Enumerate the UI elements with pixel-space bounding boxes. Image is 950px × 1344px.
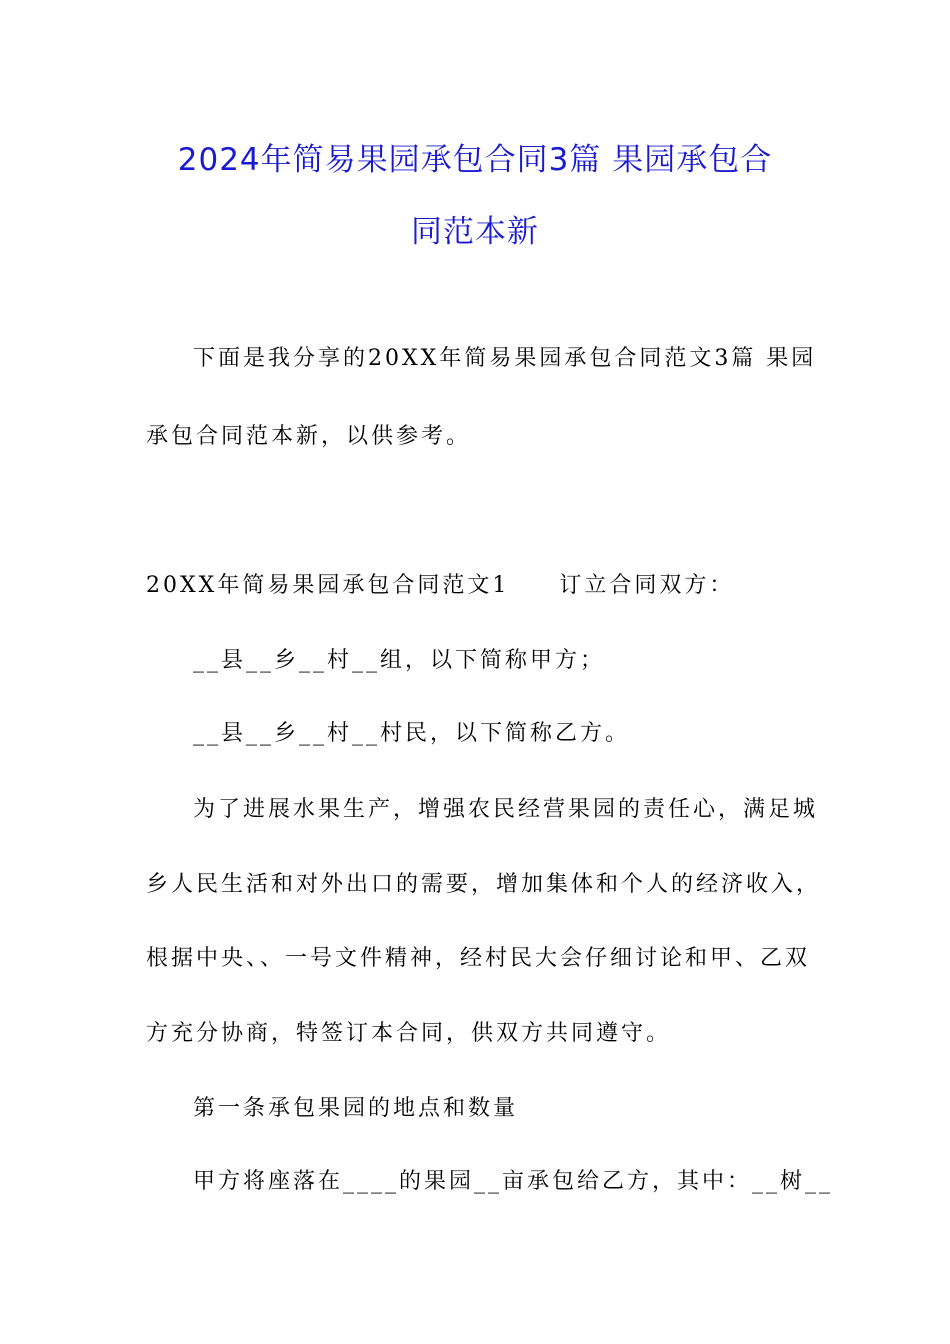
purpose-paragraph-line-1: 为了进展水果生产，增强农民经营果园的责任心，满足城 xyxy=(193,797,819,822)
purpose-paragraph-line-3: 根据中央、、一号文件精神，经村民大会仔细讨论和甲、乙双 xyxy=(146,946,811,971)
article-one-heading: 第一条承包果园的地点和数量 xyxy=(193,1096,519,1121)
intro-paragraph-line-1: 下面是我分享的20XX年简易果园承包合同范文3篇 果园 xyxy=(193,346,817,371)
contract-heading: 20XX年简易果园承包合同范文1 订立合同双方： xyxy=(146,573,735,598)
purpose-paragraph-line-4: 方充分协商，特签订本合同，供双方共同遵守。 xyxy=(146,1021,672,1046)
party-a-line: __县__乡__村__组，以下简称甲方； xyxy=(193,648,606,673)
party-b-line: __县__乡__村__村民，以下简称乙方。 xyxy=(193,721,631,746)
article-one-text-line-1: 甲方将座落在____的果园__亩承包给乙方，其中：__树__ xyxy=(193,1169,834,1194)
purpose-paragraph-line-2: 乡人民生活和对外出口的需要，增加集体和个人的经济收入， xyxy=(146,872,822,897)
document-title-line-1: 2024年简易果园承包合同3篇 果园承包合 xyxy=(177,142,773,178)
intro-paragraph-line-2: 承包合同范本新，以供参考。 xyxy=(146,424,472,449)
document-title-line-2: 同范本新 xyxy=(411,214,539,250)
